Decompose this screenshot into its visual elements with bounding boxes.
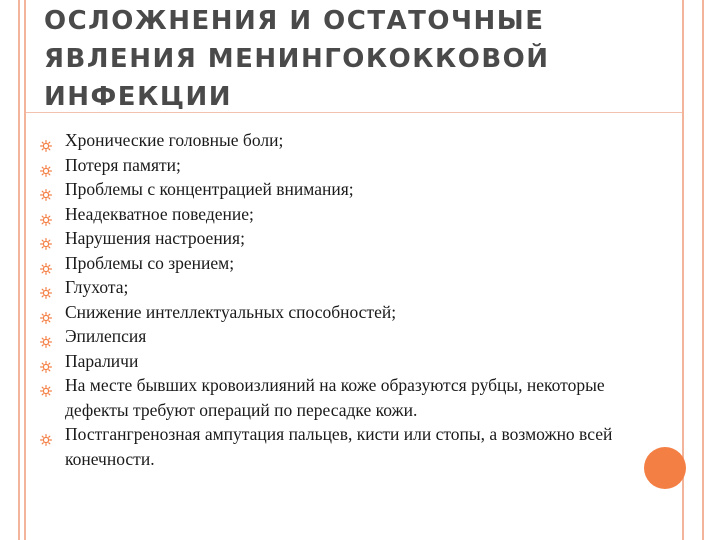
sun-icon [40, 306, 52, 318]
sun-icon [40, 183, 52, 195]
list-item-text: Снижение интеллектуальных способностей; [65, 301, 397, 322]
right-frame-border [682, 0, 704, 540]
list-item [40, 349, 640, 374]
list-item-text: Постгангренозная ампутация пальцев, кисти или стопы, а возможно всей конечности. [65, 424, 613, 469]
list-item-text: Неадекватное поведение; [65, 203, 254, 224]
sun-icon [40, 428, 52, 440]
title-divider [26, 112, 682, 113]
sun-icon [40, 232, 52, 244]
list-item-text: Нарушения настроения; [65, 228, 245, 248]
list-item [40, 226, 640, 251]
list-item [40, 251, 640, 276]
list-item [40, 177, 640, 202]
left-frame-border [18, 0, 26, 540]
list-item [40, 373, 640, 422]
list-item [40, 202, 640, 227]
list-item [40, 324, 640, 349]
sun-icon [40, 208, 52, 220]
sun-icon [40, 257, 52, 269]
list-item [40, 275, 640, 300]
sun-icon [40, 159, 52, 171]
list-item-text: Хронические головные боли; [65, 130, 284, 150]
sun-icon [40, 330, 52, 342]
list-item [40, 153, 640, 178]
sun-icon [40, 281, 52, 293]
list-item-text: Проблемы со зрением; [65, 252, 235, 273]
list-item-text: Параличи [65, 350, 139, 371]
list-item-text: На месте бывших кровоизлияний на коже образуются рубцы, некоторые дефекты требуют операций по пересадке кожи. [65, 375, 605, 420]
list-item-text: Потеря памяти; [65, 154, 181, 175]
accent-circle [644, 447, 686, 489]
list-item-text: Проблемы с концентрацией внимания; [65, 179, 354, 199]
slide-title: ОСЛОЖНЕНИЯ И ОСТАТОЧНЫЕ ЯВЛЕНИЯ МЕНИНГОКОККОВОЙ ИНФЕКЦИИ [44, 6, 550, 112]
list-item [40, 300, 640, 325]
sun-icon [40, 355, 52, 367]
list-item-text: Глухота; [65, 277, 129, 297]
list-item [40, 422, 640, 471]
list-item-text: Эпилепсия [65, 326, 147, 346]
bullet-list [40, 128, 640, 471]
sun-icon [40, 379, 52, 391]
list-item [40, 128, 640, 153]
sun-icon [40, 134, 52, 146]
